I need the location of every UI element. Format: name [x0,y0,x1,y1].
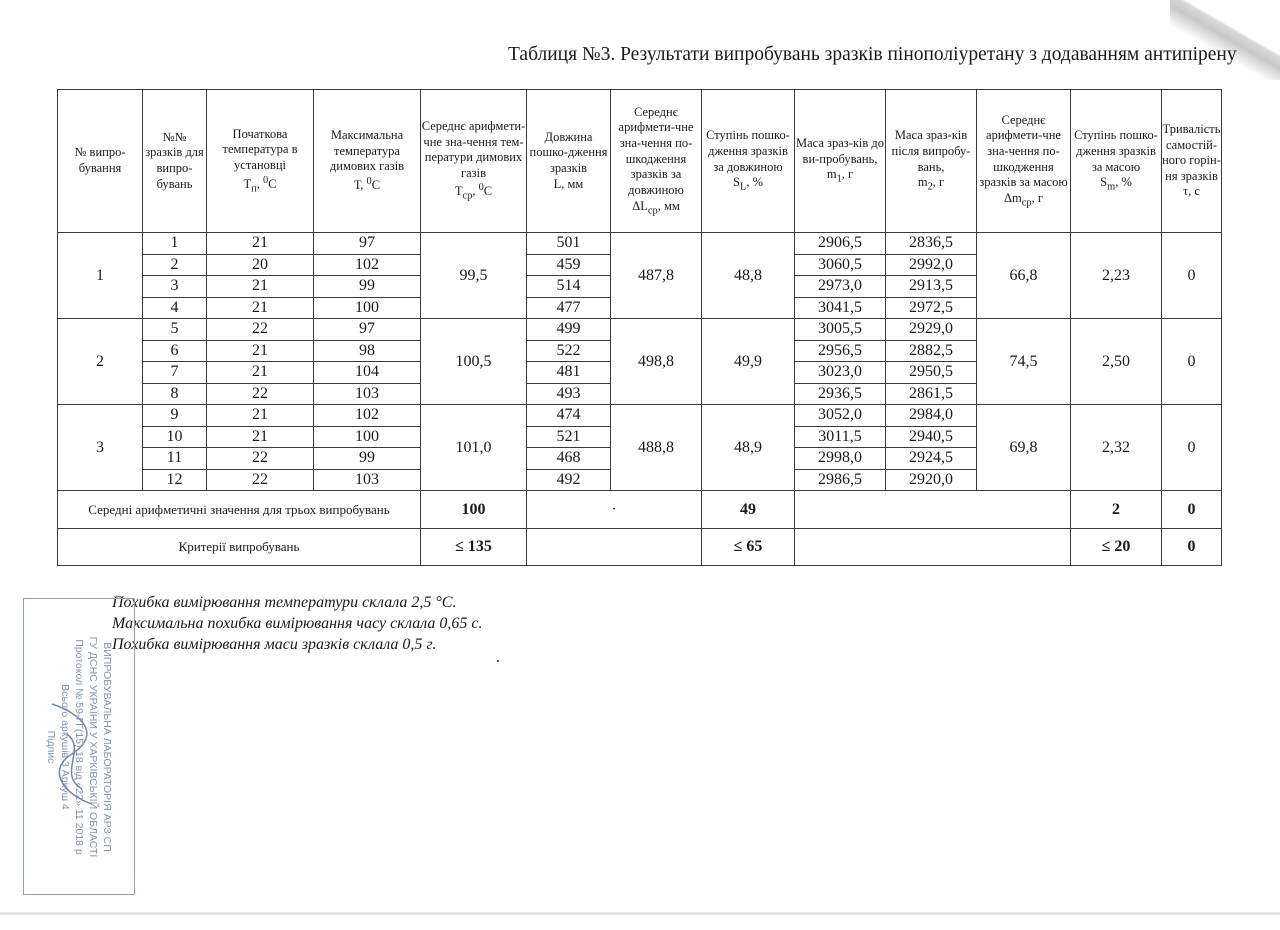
sample-number: 7 [143,362,207,384]
stray-dot [497,660,499,662]
initial-temp-value: 21 [207,426,314,448]
criteria-row [58,529,1222,566]
page-corner-fold [1170,0,1280,80]
results-table [57,89,1222,566]
max-temp-value: 103 [314,383,421,405]
max-temp-value: 99 [314,448,421,470]
damage-length-value: 514 [527,276,611,298]
mass-after-value: 2972,5 [886,297,977,319]
sample-number: 6 [143,340,207,362]
mass-after-value: 2836,5 [886,233,977,255]
laboratory-stamp [23,598,135,895]
sample-number: 10 [143,426,207,448]
mean-damage-value: 487,8 [611,233,702,319]
max-temp-value: 102 [314,405,421,427]
damage-length-value: 493 [527,383,611,405]
summary-length-mark: · [527,491,702,529]
mass-before-value: 3052,0 [795,405,886,427]
max-temp-value: 99 [314,276,421,298]
initial-temp-value: 22 [207,319,314,341]
criteria-label: Критерії випробувань [58,529,421,566]
summary-temp: 100 [421,491,527,529]
table-row [58,405,1222,427]
damage-degree-mass-value: 2,32 [1071,405,1162,491]
criteria-burn-time: 0 [1162,529,1222,566]
max-temp-value: 100 [314,426,421,448]
criteria-empty-length [527,529,702,566]
header-mean-temp: Середнє арифмети-чне зна-чення тем-ператури димових газів $Т_{ср}$, $^0$С [421,90,527,233]
mass-after-value: 2929,0 [886,319,977,341]
sample-number: 2 [143,254,207,276]
header-mean-damage: Середнє арифмети-чне зна-чення по-шкодження зразків за довжиною $\Delta L_{ср}$, мм [611,90,702,233]
max-temp-value: 104 [314,362,421,384]
header-sample-nos: №№ зразків для випро-бувань [143,90,207,233]
damage-degree-mass-value: 2,50 [1071,319,1162,405]
burn-time-value: 0 [1162,319,1222,405]
max-temp-value: 98 [314,340,421,362]
mass-after-value: 2913,5 [886,276,977,298]
initial-temp-value: 21 [207,233,314,255]
sample-number: 1 [143,233,207,255]
page-bottom-edge [0,912,1280,915]
max-temp-value: 103 [314,469,421,491]
mass-before-value: 2956,5 [795,340,886,362]
sample-number: 12 [143,469,207,491]
criteria-temp: ≤ 135 [421,529,527,566]
header-damage-degree-length: Ступінь пошко-дження зразків за довжиною $S_L$, % [702,90,795,233]
test-number: 3 [58,405,143,491]
summary-degree-mass: 2 [1071,491,1162,529]
mass-before-value: 3005,5 [795,319,886,341]
criteria-degree-mass: ≤ 20 [1071,529,1162,566]
mean-mass-damage-value: 74,5 [977,319,1071,405]
test-number: 1 [58,233,143,319]
mass-after-value: 2992,0 [886,254,977,276]
damage-length-value: 521 [527,426,611,448]
stamp-sheets: Всього аркушів 3 Аркуш 4 [59,683,71,810]
sample-number: 8 [143,383,207,405]
mass-before-value: 2936,5 [795,383,886,405]
max-temp-value: 97 [314,233,421,255]
mean-damage-value: 498,8 [611,319,702,405]
table-title: Таблиця №3. Результати випробувань зразків пінополіуретану з додаванням антипірену [508,44,1237,65]
stamp-protocol: Протокол № 59-ГГ(15)-18 від «22» 11 2018 р [73,638,85,855]
sample-number: 9 [143,405,207,427]
mass-after-value: 2940,5 [886,426,977,448]
table-row [58,319,1222,341]
mass-before-value: 3041,5 [795,297,886,319]
mass-before-value: 3011,5 [795,426,886,448]
header-initial-temp: Початкова температура в установці $Т_п$, $^0$С [207,90,314,233]
header-mean-mass-damage: Середнє арифмети-чне зна-чення по-шкодження зразків за масою $\Delta m_{ср}$, г [977,90,1071,233]
criteria-degree-length: ≤ 65 [702,529,795,566]
max-temp-value: 100 [314,297,421,319]
damage-degree-length-value: 48,9 [702,405,795,491]
max-temp-value: 102 [314,254,421,276]
summary-row [58,491,1222,529]
header-max-temp: Максимальна температура димових газів Т, $^0$С [314,90,421,233]
stamp-lab-name: ВИПРОБУВАЛЬНА ЛАБОРАТОРІЯ АРЗ СП [101,641,113,852]
mass-before-value: 2986,5 [795,469,886,491]
mean-temp-value: 99,5 [421,233,527,319]
sample-number: 5 [143,319,207,341]
mass-after-value: 2924,5 [886,448,977,470]
damage-length-value: 468 [527,448,611,470]
stamp-authority: ГУ ДСНС УКРАЇНИ У ХАРКІВСЬКІЙ ОБЛАСТІ [87,636,99,857]
header-damage-length: Довжина пошко-дження зразків L, мм [527,90,611,233]
initial-temp-value: 21 [207,405,314,427]
header-row [58,90,1222,233]
initial-temp-value: 22 [207,469,314,491]
damage-length-value: 499 [527,319,611,341]
mean-temp-value: 101,0 [421,405,527,491]
summary-empty-mass [795,491,1071,529]
mass-after-value: 2861,5 [886,383,977,405]
mean-mass-damage-value: 69,8 [977,405,1071,491]
mass-before-value: 2973,0 [795,276,886,298]
damage-length-value: 501 [527,233,611,255]
note-temperature-error: Похибка вимірювання температури склала 2,5 °С. [112,594,457,611]
initial-temp-value: 21 [207,340,314,362]
damage-length-value: 477 [527,297,611,319]
sample-number: 3 [143,276,207,298]
damage-length-value: 474 [527,405,611,427]
mean-mass-damage-value: 66,8 [977,233,1071,319]
header-test-no: № випро-бування [58,90,143,233]
mass-after-value: 2920,0 [886,469,977,491]
mean-temp-value: 100,5 [421,319,527,405]
burn-time-value: 0 [1162,405,1222,491]
note-mass-error: Похибка вимірювання маси зразків склала 0,5 г. [112,636,437,653]
mass-before-value: 2906,5 [795,233,886,255]
damage-degree-length-value: 48,8 [702,233,795,319]
header-mass-after: Маса зраз-ків після випробу-вань, $m_2$, г [886,90,977,233]
signature-icon [42,694,112,814]
summary-label: Середні арифметичні значення для трьох випробувань [58,491,421,529]
damage-length-value: 459 [527,254,611,276]
initial-temp-value: 20 [207,254,314,276]
mass-before-value: 2998,0 [795,448,886,470]
test-number: 2 [58,319,143,405]
note-time-error: Максимальна похибка вимірювання часу склала 0,65 с. [112,615,483,632]
damage-degree-mass-value: 2,23 [1071,233,1162,319]
table-row [58,233,1222,255]
header-mass-before: Маса зраз-ків до ви-пробувань, $m_1$, г [795,90,886,233]
burn-time-value: 0 [1162,233,1222,319]
measurement-notes [112,592,483,655]
summary-burn-time: 0 [1162,491,1222,529]
damage-length-value: 481 [527,362,611,384]
header-damage-degree-mass: Ступінь пошко-дження зразків за масою $S_m$, % [1071,90,1162,233]
initial-temp-value: 22 [207,448,314,470]
initial-temp-value: 22 [207,383,314,405]
mass-before-value: 3060,5 [795,254,886,276]
stamp-signature-label: Підпис [45,730,57,763]
mass-before-value: 3023,0 [795,362,886,384]
sample-number: 4 [143,297,207,319]
mass-after-value: 2984,0 [886,405,977,427]
initial-temp-value: 21 [207,362,314,384]
damage-length-value: 522 [527,340,611,362]
initial-temp-value: 21 [207,297,314,319]
initial-temp-value: 21 [207,276,314,298]
sample-number: 11 [143,448,207,470]
max-temp-value: 97 [314,319,421,341]
table-body [58,233,1222,566]
mean-damage-value: 488,8 [611,405,702,491]
summary-degree-length: 49 [702,491,795,529]
header-burn-time: Тривалість самостій-ного горін-ня зразків τ, с [1162,90,1222,233]
mass-after-value: 2882,5 [886,340,977,362]
damage-degree-length-value: 49,9 [702,319,795,405]
damage-length-value: 492 [527,469,611,491]
criteria-empty-mass [795,529,1071,566]
mass-after-value: 2950,5 [886,362,977,384]
